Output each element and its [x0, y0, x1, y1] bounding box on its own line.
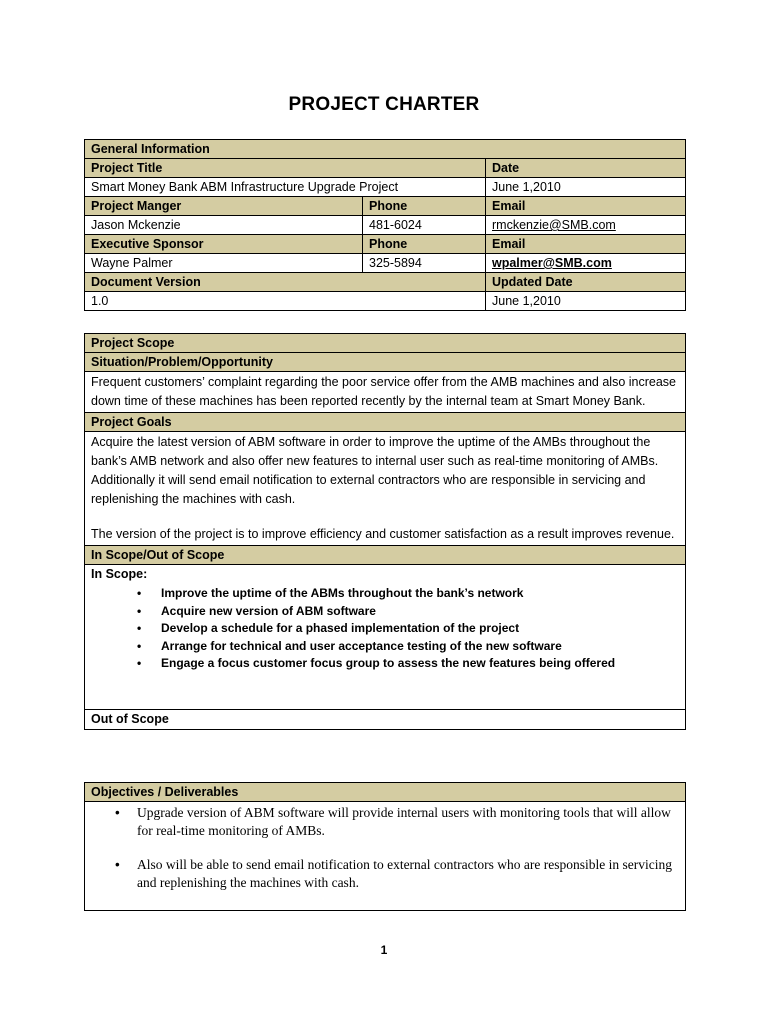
project-manager-label: Project Manger	[85, 197, 363, 216]
in-out-scope-label: In Scope/Out of Scope	[85, 546, 686, 565]
updated-date-label: Updated Date	[486, 273, 686, 292]
project-title-value: Smart Money Bank ABM Infrastructure Upgrade Project	[85, 178, 486, 197]
project-scope-table	[84, 333, 686, 730]
sponsor-phone-value: 325-5894	[363, 254, 486, 273]
project-scope-header: Project Scope	[85, 334, 686, 353]
general-information-table	[84, 139, 686, 311]
page-title: PROJECT CHARTER	[288, 94, 480, 115]
in-scope-item: • Develop a schedule for a phased implementation of the project	[161, 620, 679, 638]
general-information-header: General Information	[85, 140, 686, 159]
objective-item: • Upgrade version of ABM software will provide internal users with monitoring tools that will allow for real-time monitoring of AMBs.	[137, 804, 679, 840]
executive-sponsor-label: Executive Sponsor	[85, 235, 363, 254]
manager-email-label: Email	[486, 197, 686, 216]
manager-email-link[interactable]: rmckenzie@SMB.com	[492, 218, 616, 232]
in-scope-cell	[85, 565, 686, 710]
in-scope-item: • Engage a focus customer focus group to assess the new features being offered	[161, 655, 679, 673]
objectives-cell	[85, 802, 686, 911]
project-manager-name: Jason Mckenzie	[85, 216, 363, 235]
document-version-label: Document Version	[85, 273, 486, 292]
updated-date-value: June 1,2010	[486, 292, 686, 311]
sponsor-email-label: Email	[486, 235, 686, 254]
date-value: June 1,2010	[486, 178, 686, 197]
executive-sponsor-name: Wayne Palmer	[85, 254, 363, 273]
objective-item: • Also will be able to send email notification to external contractors who are responsible in servicing and replenishing the machines with cash.	[137, 856, 679, 892]
in-scope-item: • Acquire new version of ABM software	[161, 603, 679, 621]
manager-phone-value: 481-6024	[363, 216, 486, 235]
project-goals-cell	[85, 432, 686, 546]
page-number: 1	[380, 943, 388, 957]
sponsor-email-link[interactable]: wpalmer@SMB.com	[492, 256, 612, 270]
in-scope-list	[91, 585, 679, 673]
project-goals-paragraph-2: The version of the project is to improve efficiency and customer satisfaction as a result improves revenue.	[91, 527, 675, 541]
out-of-scope-label: Out of Scope	[85, 710, 686, 730]
project-goals-label: Project Goals	[85, 413, 686, 432]
in-scope-item: • Arrange for technical and user acceptance testing of the new software	[161, 638, 679, 656]
manager-phone-label: Phone	[363, 197, 486, 216]
objectives-list	[91, 804, 679, 892]
in-scope-label: In Scope:	[91, 567, 148, 581]
document-version-value: 1.0	[85, 292, 486, 311]
project-goals-paragraph-1: Acquire the latest version of ABM software in order to improve the uptime of the AMBs throughout the bank’s AMB network and also offer new features to internal user such as real-time monitoring of AMBs. Additionally it will send email notification to external contractors who are responsible in servicing and replenishing the machines with cash.	[91, 435, 659, 506]
objectives-table	[84, 782, 686, 911]
sponsor-phone-label: Phone	[363, 235, 486, 254]
in-scope-item: • Improve the uptime of the ABMs throughout the bank’s network	[161, 585, 679, 603]
project-title-label: Project Title	[85, 159, 486, 178]
objectives-header: Objectives / Deliverables	[85, 783, 686, 802]
situation-text: Frequent customers’ complaint regarding the poor service offer from the AMB machines and also increase down time of these machines has been reported recently by the internal team at Smart Money Bank.	[85, 372, 686, 413]
situation-label: Situation/Problem/Opportunity	[85, 353, 686, 372]
date-label: Date	[486, 159, 686, 178]
